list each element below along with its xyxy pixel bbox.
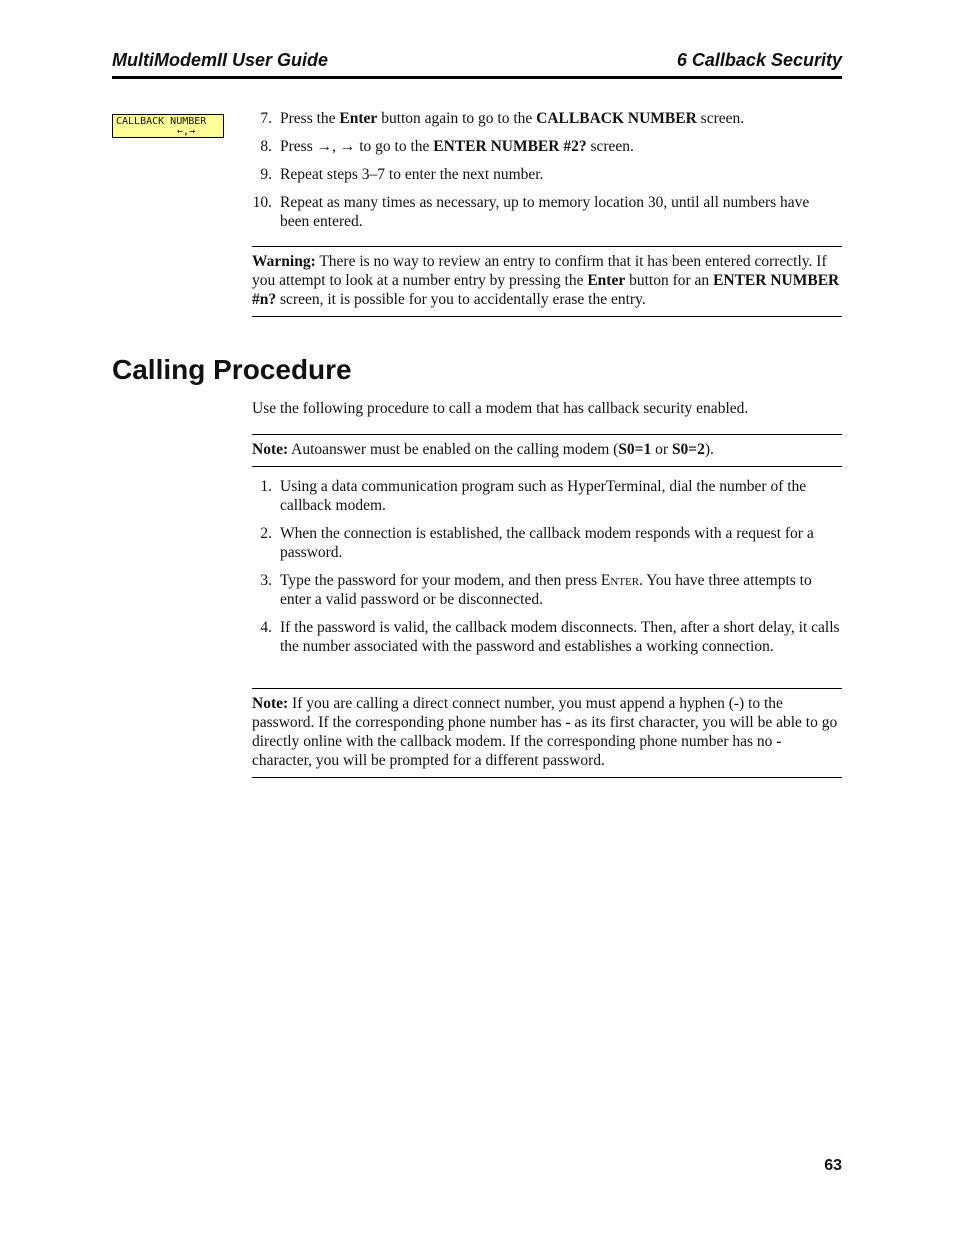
arrow-right-icon: → <box>339 138 356 155</box>
note-text: ). <box>704 441 714 458</box>
list-item <box>252 165 842 184</box>
steps-list-bottom <box>252 477 842 656</box>
note-bold: S0=2 <box>671 441 705 458</box>
list-item <box>252 109 842 128</box>
header-section: 6 Callback Security <box>676 50 842 70</box>
step-text: When the connection is established, the callback modem responds with a request for a password. <box>280 525 814 561</box>
header-title: MultiModemII User Guide <box>112 50 329 70</box>
step-text: screen. <box>696 110 745 127</box>
warning-text: screen, it is possible for you to accidentally erase the entry. <box>276 291 646 308</box>
note-text: or <box>651 441 672 458</box>
warning-box <box>252 246 842 317</box>
steps-list-top <box>252 109 842 231</box>
step-text: Press <box>280 138 317 155</box>
step-text: button again to go to the <box>377 110 537 127</box>
step-bold: CALLBACK NUMBER <box>536 110 697 127</box>
steps-top-block <box>252 109 842 240</box>
page-number: 63 <box>824 1157 842 1174</box>
note-text: If you are calling a direct connect number, you must append a hyphen (-) to the password. If the corresponding phone number has - as its first character, you will be able to go directly online with the callback modem. If the corresponding phone number has no <box>252 695 838 750</box>
page-header <box>112 50 842 79</box>
warning-text: There is no way to review an entry to confirm that it has been entered correctly. If you attempt to look at a number entry by pressing the <box>252 253 827 289</box>
lcd-display <box>112 114 224 138</box>
lcd-line-1: CALLBACK NUMBER <box>116 116 207 127</box>
warning-text: button for an <box>625 272 714 289</box>
step-text: to go to the <box>355 138 434 155</box>
note-text: character, you will be prompted for a different password. <box>252 752 605 769</box>
step-text: Repeat as many times as necessary, up to memory location 30, until all numbers have been entered. <box>280 194 810 230</box>
list-item <box>252 524 842 562</box>
note-box-1 <box>252 434 842 467</box>
step-number: 4. <box>260 619 272 636</box>
step-text: . You have three attempts to enter a valid password or be disconnected. <box>280 572 812 608</box>
step-number: 10. <box>252 194 272 211</box>
step-text: , <box>332 138 340 155</box>
step-text: Using a data communication program such as HyperTerminal, dial the number of the callback modem. <box>280 478 807 514</box>
step-text: screen. <box>586 138 634 155</box>
step-text: Type the password for your modem, and then press <box>280 572 601 589</box>
note-box-2 <box>252 688 842 778</box>
list-item <box>252 618 842 656</box>
step-text: If the password is valid, the callback modem disconnects. Then, after a short delay, it calls the number associated with the password and establishes a working connection. <box>280 619 840 655</box>
steps-bottom-block <box>252 477 842 665</box>
warning-bold: Enter <box>587 272 626 289</box>
list-item <box>252 477 842 515</box>
step-number: 9. <box>260 166 272 183</box>
arrow-right-icon: → <box>316 138 333 155</box>
step-text: Press the <box>280 110 340 127</box>
list-item <box>252 137 842 156</box>
note-text: Autoanswer must be enabled on the calling modem ( <box>288 441 619 458</box>
step-number: 2. <box>260 525 272 542</box>
lcd-line-2: ←,→ <box>176 126 195 137</box>
step-number: 1. <box>260 478 272 495</box>
note-bold: - <box>776 733 782 750</box>
step-key: Enter <box>600 572 640 589</box>
list-item <box>252 571 842 609</box>
step-text: Repeat steps 3–7 to enter the next number. <box>280 166 544 183</box>
list-item <box>252 193 842 231</box>
note-label: Note: <box>252 441 289 458</box>
step-number: 7. <box>260 110 272 127</box>
step-number: 3. <box>260 572 272 589</box>
step-bold: ENTER NUMBER #2? <box>433 138 587 155</box>
warning-label: Warning: <box>252 253 316 270</box>
step-bold: Enter <box>339 110 378 127</box>
section-title: Calling Procedure <box>112 354 352 385</box>
warning-bold: ENTER NUMBER #n? <box>252 272 840 308</box>
note-label: Note: <box>252 695 289 712</box>
intro-paragraph: Use the following procedure to call a modem that has callback security enabled. <box>252 400 749 417</box>
note-bold: S0=1 <box>618 441 652 458</box>
step-number: 8. <box>260 138 272 155</box>
